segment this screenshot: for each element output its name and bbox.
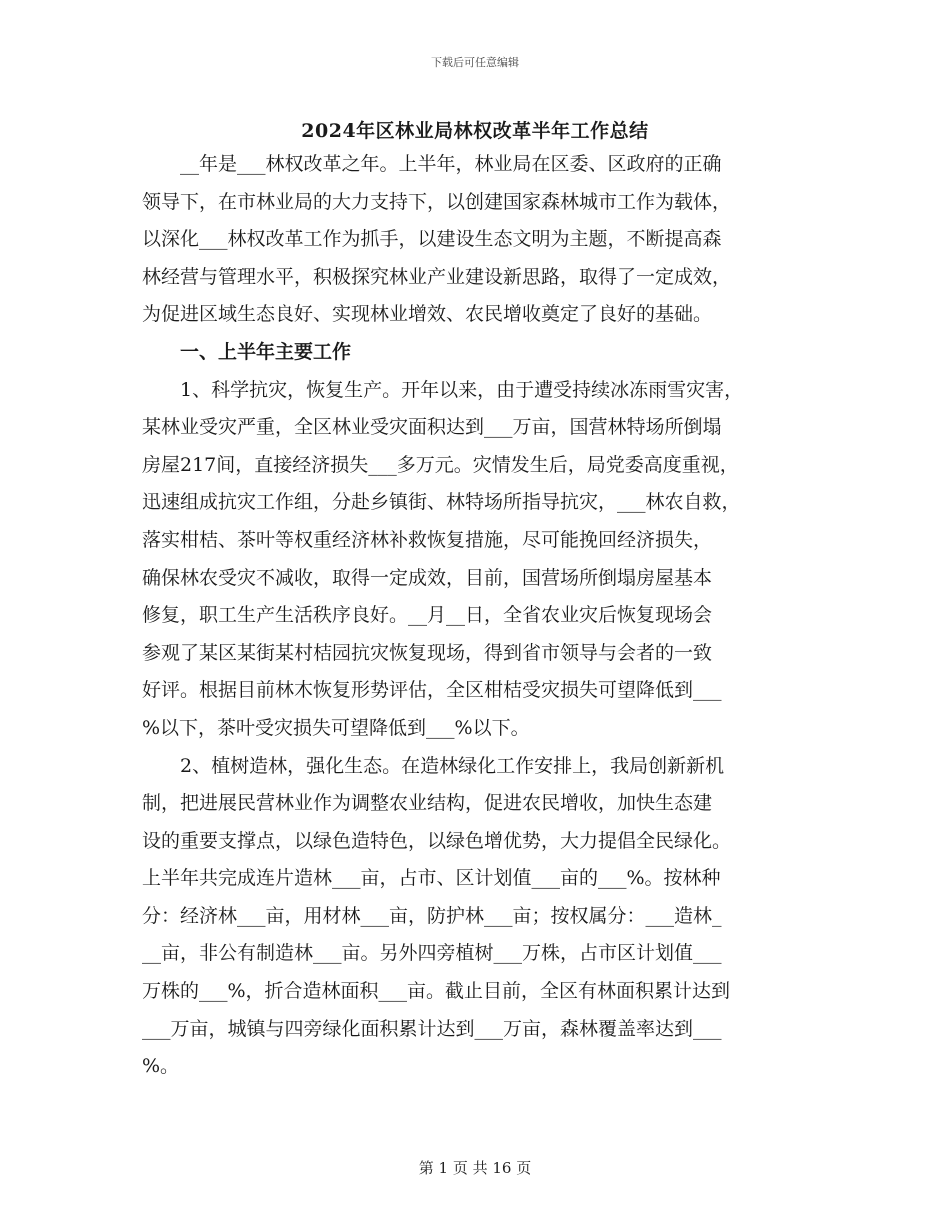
body-line: 落实柑桔、茶叶等权重经济林补救恢复措施，尽可能挽回经济损失， (142, 528, 713, 551)
body-line: 房屋217间，直接经济损失___多万元。灾情发生后，局党委高度重视， (142, 453, 739, 476)
body-line: 领导下，在市林业局的大力支持下，以创建国家森林城市工作为载体， (142, 190, 732, 213)
body-line: 参观了某区某街某村桔园抗灾恢复现场，得到省市领导与会者的一致 (142, 641, 713, 664)
page-header-note: 下载后可任意编辑 (431, 56, 519, 69)
body-line: 某林业受灾严重，全区林业受灾面积达到___万亩，国营林特场所倒塌 (142, 416, 722, 439)
body-line: ___万亩，城镇与四旁绿化面积累计达到___万亩，森林覆盖率达到___ (142, 1017, 722, 1040)
body-line: 设的重要支撑点，以绿色造特色，以绿色增优势，大力提倡全民绿化。 (142, 829, 732, 852)
body-line: __亩，非公有制造林___亩。另外四旁植树___万株，占市区计划值___ (142, 942, 722, 965)
document-title: 2024年区林业局林权改革半年工作总结 (301, 120, 649, 142)
section-heading: 一、上半年主要工作 (180, 340, 352, 363)
body-line: 迅速组成抗灾工作组，分赴乡镇街、林特场所指导抗灾，___林农自救， (142, 491, 741, 514)
body-line: 分：经济林___亩，用材林___亩，防护林___亩；按权属分：___造林_ (142, 904, 722, 927)
body-line: 好评。根据目前林木恢复形势评估，全区柑桔受灾损失可望降低到___ (142, 679, 722, 702)
body-line: 1、科学抗灾，恢复生产。开年以来，由于遭受持续冰冻雨雪灾害， (180, 378, 744, 401)
body-line: 2、植树造林，强化生态。在造林绿化工作安排上，我局创新新机 (180, 754, 725, 777)
body-line: 为促进区域生态良好、实现林业增效、农民增收奠定了良好的基础。 (142, 303, 713, 326)
body-line: %以下，茶叶受灾损失可望降低到___%以下。 (142, 716, 530, 739)
body-line: 万株的___%，折合造林面积___亩。截止目前，全区有林面积累计达到 (142, 980, 731, 1003)
body-line: 以深化___林权改革工作为抓手，以建设生态文明为主题，不断提高森 (142, 228, 722, 251)
body-line: 修复，职工生产生活秩序良好。__月__日，全省农业灾后恢复现场会 (142, 604, 713, 627)
body-line: %。 (142, 1055, 180, 1078)
document-body (142, 146, 822, 1086)
page-footer: 第 1 页 共 16 页 (418, 1159, 532, 1177)
body-line: 林经营与管理水平，积极探究林业产业建设新思路，取得了一定成效， (142, 265, 732, 288)
body-line: 上半年共完成连片造林___亩，占市、区计划值___亩的___%。按林种 (142, 867, 721, 890)
body-line: 确保林农受灾不减收，取得一定成效，目前，国营场所倒塌房屋基本 (142, 566, 713, 589)
body-line: __年是___林权改革之年。上半年，林业局在区委、区政府的正确 (180, 153, 722, 175)
body-line: 制，把进展民营林业作为调整农业结构，促进农民增收，加快生态建 (142, 792, 713, 815)
